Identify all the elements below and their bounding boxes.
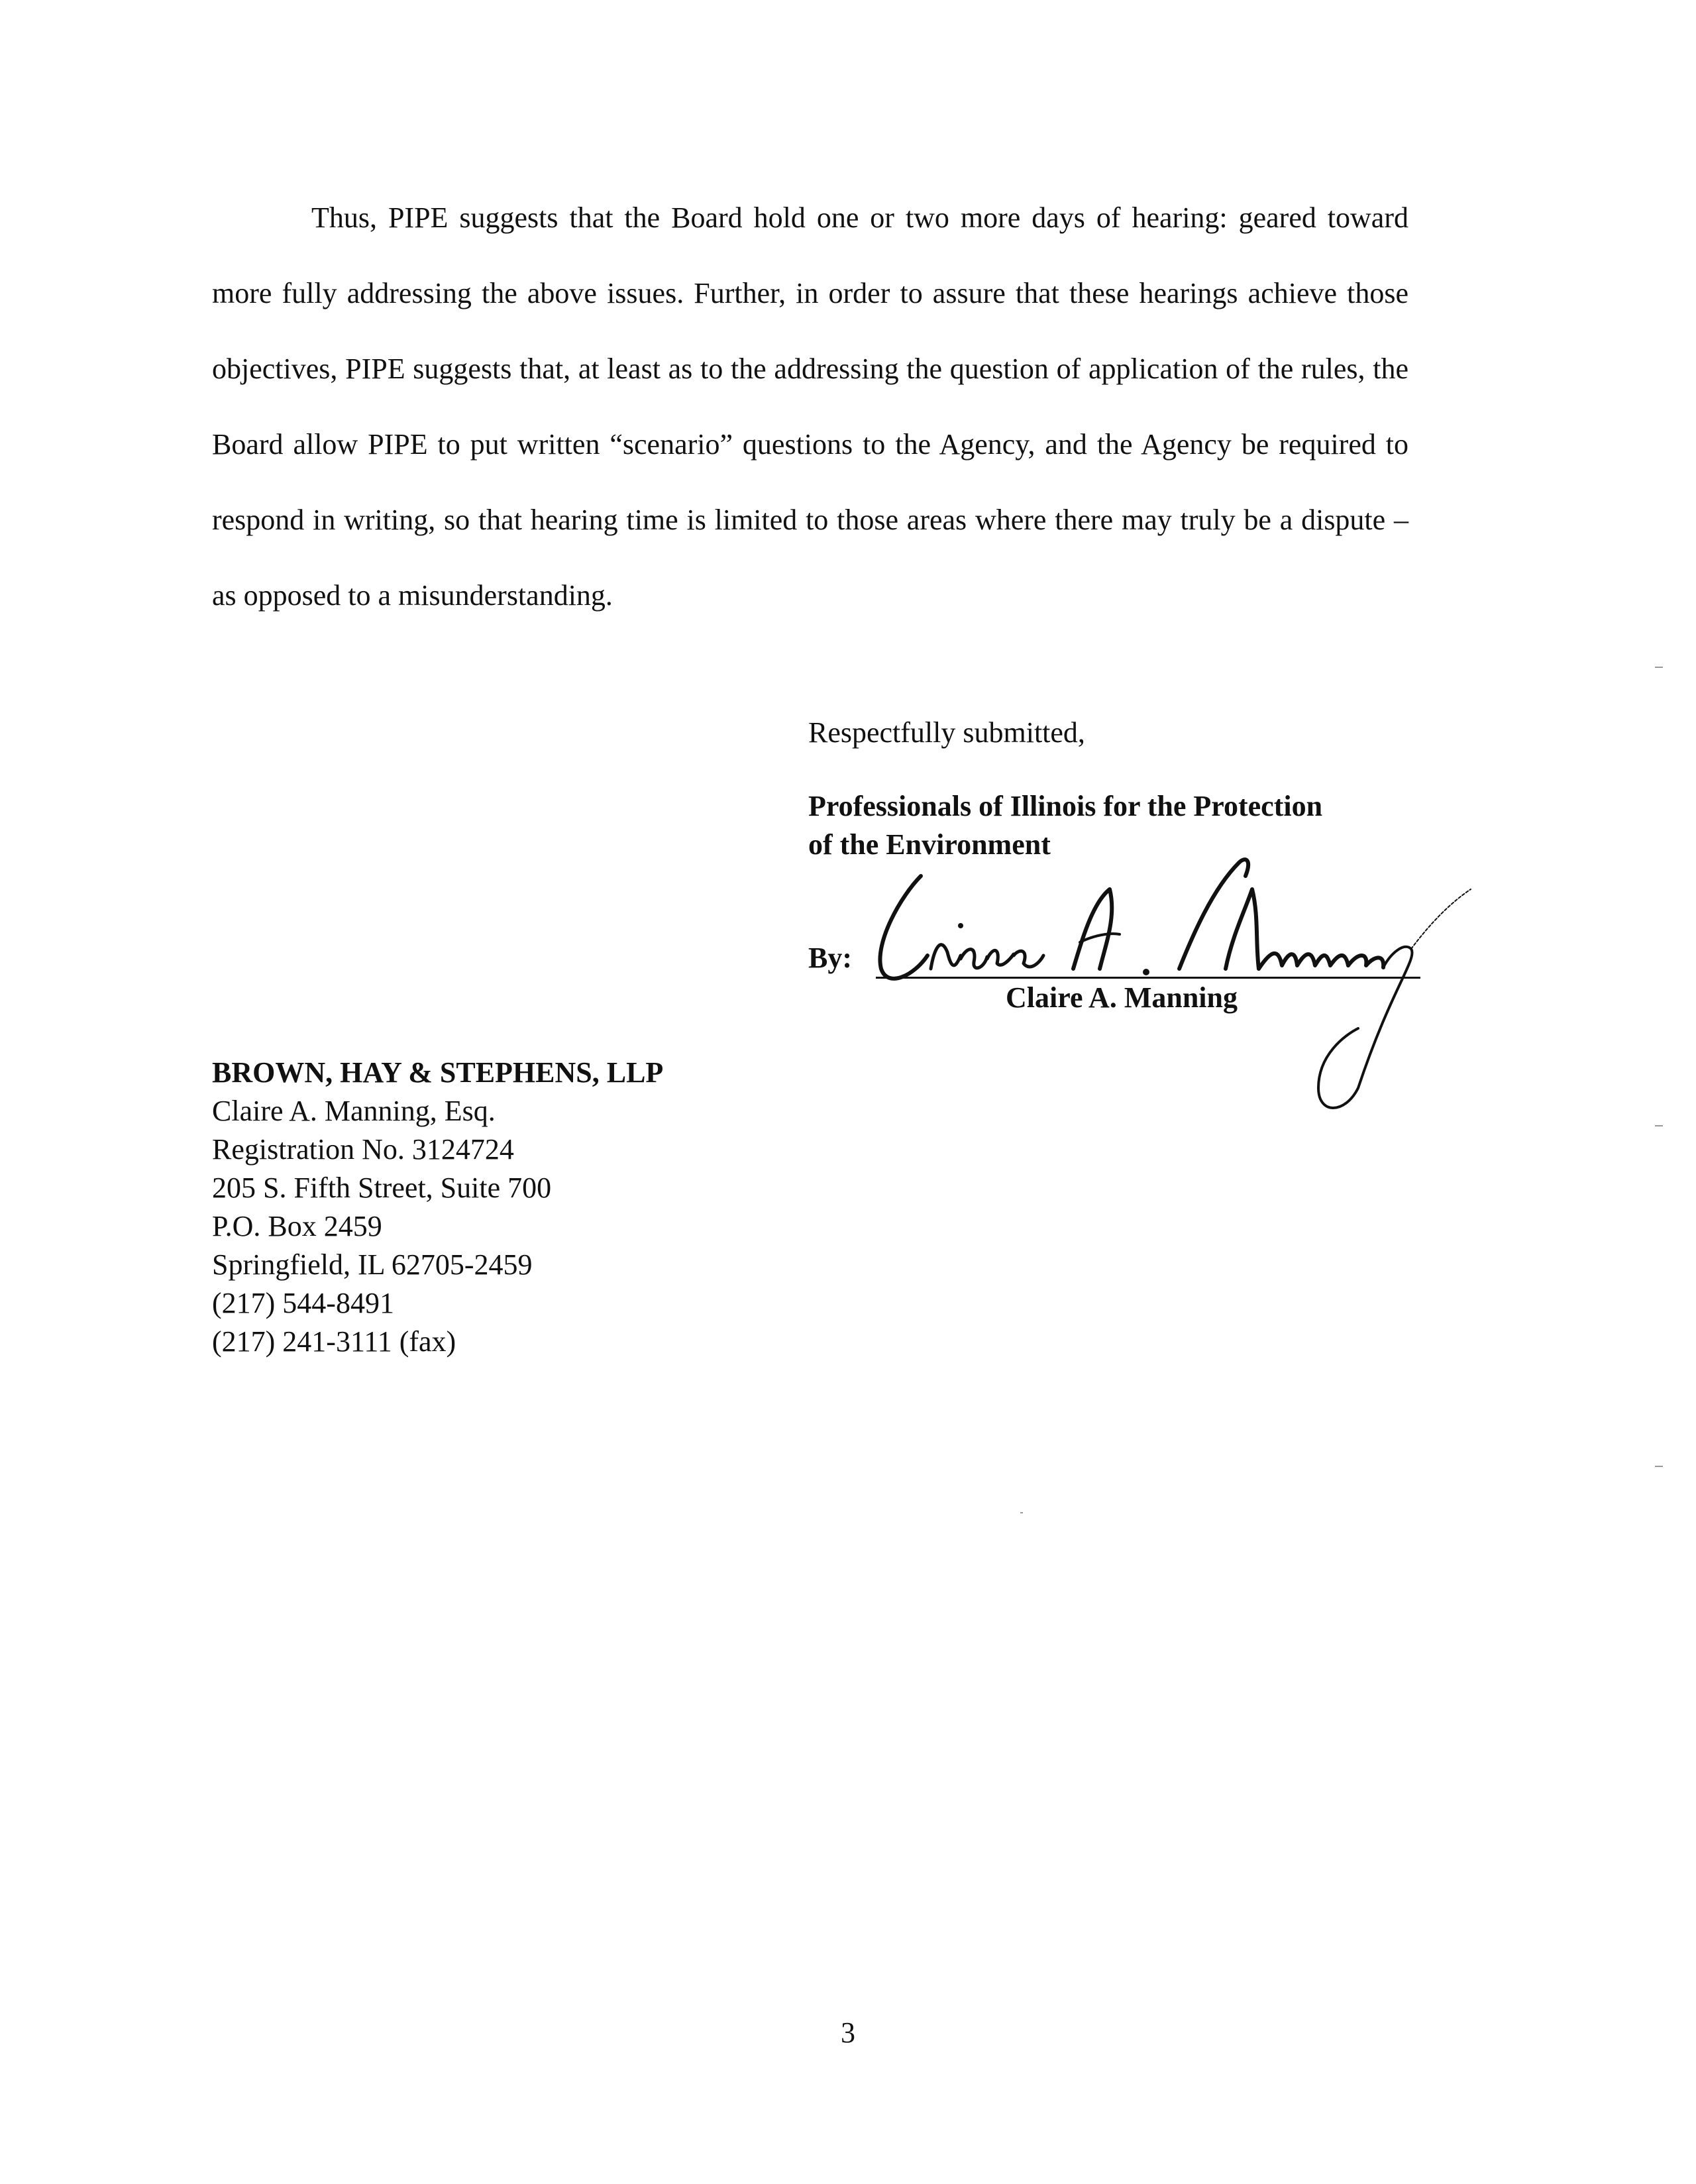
organization-name-line-2: of the Environment xyxy=(808,828,1051,861)
scan-mark xyxy=(1655,1466,1663,1467)
firm-name: BROWN, HAY & STEPHENS, LLP xyxy=(212,1056,664,1089)
page-number: 3 xyxy=(841,2016,855,2049)
organization-name-line-1: Professionals of Illinois for the Protection xyxy=(808,790,1323,822)
signature-line xyxy=(876,977,1420,979)
firm-city: Springfield, IL 62705-2459 xyxy=(212,1248,533,1281)
firm-fax: (217) 241-3111 (fax) xyxy=(212,1325,456,1358)
scan-mark xyxy=(1655,667,1663,668)
firm-address-block xyxy=(212,1054,663,1361)
firm-street: 205 S. Fifth Street, Suite 700 xyxy=(212,1172,552,1204)
firm-phone: (217) 544-8491 xyxy=(212,1287,394,1319)
firm-attorney: Claire A. Manning, Esq. xyxy=(212,1095,496,1127)
by-label: By: xyxy=(808,942,852,974)
scan-mark xyxy=(1020,1512,1023,1513)
signer-name: Claire A. Manning xyxy=(1006,981,1238,1014)
firm-po-box: P.O. Box 2459 xyxy=(212,1210,382,1242)
firm-registration: Registration No. 3124724 xyxy=(212,1133,514,1166)
body-paragraph: Thus, PIPE suggests that the Board hold one or two more days of hearing: geared toward more fully addressing the above issues. Further, in order to assure that these hearings achieve those objectives, PIPE suggests that, at least as to the addressing the question of application of the rules, the Board allow PIPE to put written “scenario” questions to the Agency, and the Agency be required to respond in writing, so that hearing time is limited to those areas where there may truly be a dispute – as opposed to a misunderstanding. xyxy=(212,201,1408,612)
closing-line: Respectfully submitted, xyxy=(808,716,1085,749)
handwritten-signature xyxy=(855,836,1517,1121)
scan-mark xyxy=(1655,1125,1663,1126)
